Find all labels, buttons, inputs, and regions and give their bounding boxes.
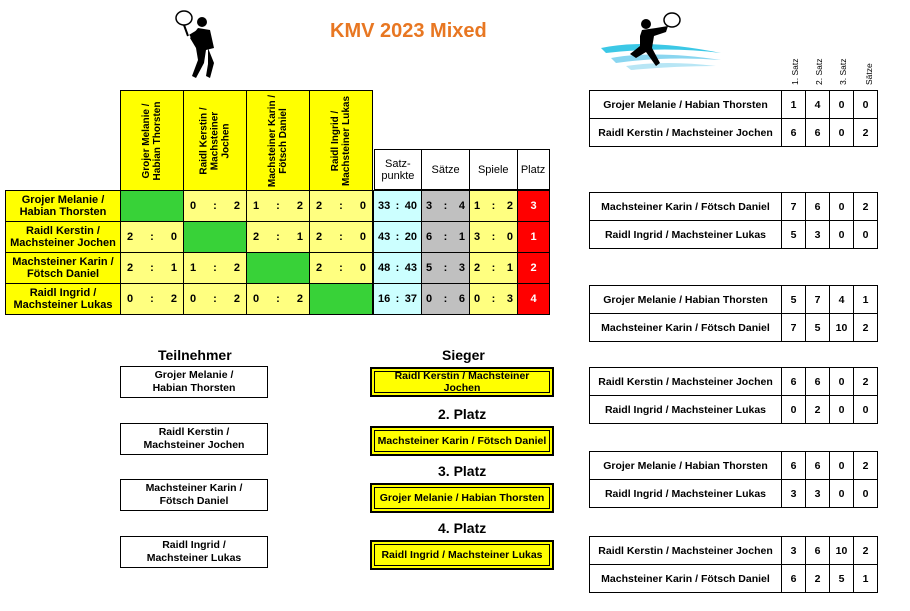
score-cell: 2 : 0	[310, 191, 373, 222]
match-value: 0	[782, 396, 806, 424]
saetze-cell: 5 : 3	[422, 253, 470, 284]
match-table	[589, 451, 878, 508]
rank-label: 3. Platz	[438, 463, 487, 479]
match-team: Grojer Melanie / Habian Thorsten	[590, 452, 782, 480]
row-name: Machsteiner Karin / Fötsch Daniel	[6, 253, 121, 284]
satzpunkte-cell: 16 : 37	[374, 284, 422, 315]
score-cell: 1 : 2	[247, 191, 310, 222]
rank-team-box: Grojer Melanie / Habian Thorsten	[370, 483, 554, 513]
match-value: 0	[854, 91, 878, 119]
participants-heading: Teilnehmer	[158, 347, 232, 363]
match-value: 4	[830, 286, 854, 314]
satzpunkte-cell: 48 : 43	[374, 253, 422, 284]
match-team: Machsteiner Karin / Fötsch Daniel	[590, 193, 782, 221]
match-row	[590, 480, 878, 508]
match-table	[589, 536, 878, 593]
match-value: 6	[806, 368, 830, 396]
match-team: Raidl Ingrid / Machsteiner Lukas	[590, 396, 782, 424]
saetze-cell: 6 : 1	[422, 222, 470, 253]
platz-cell: 3	[518, 191, 550, 222]
match-column-header: 2. Satz	[814, 58, 824, 85]
match-value: 2	[854, 119, 878, 147]
score-cell: 0 : 2	[121, 284, 184, 315]
match-value: 5	[782, 221, 806, 249]
match-value: 3	[782, 537, 806, 565]
row-name: Raidl Kerstin / Machsteiner Jochen	[6, 222, 121, 253]
match-team: Machsteiner Karin / Fötsch Daniel	[590, 314, 782, 342]
match-value: 0	[854, 221, 878, 249]
match-value: 10	[830, 537, 854, 565]
rank-team-box: Raidl Ingrid / Machsteiner Lukas	[370, 540, 554, 570]
match-column-header: 1. Satz	[790, 58, 800, 85]
rank-team-box: Raidl Kerstin / Machsteiner Jochen	[370, 367, 554, 397]
match-value: 3	[806, 480, 830, 508]
spiele-cell: 1 : 2	[470, 191, 518, 222]
match-team: Raidl Kerstin / Machsteiner Jochen	[590, 537, 782, 565]
rank-label: Sieger	[442, 347, 485, 363]
match-value: 6	[806, 119, 830, 147]
match-value: 7	[782, 314, 806, 342]
match-value: 3	[782, 480, 806, 508]
match-value: 0	[830, 396, 854, 424]
own-match-cell	[310, 284, 373, 315]
match-row	[590, 221, 878, 249]
match-value: 2	[854, 537, 878, 565]
cross-row	[6, 253, 550, 284]
match-value: 4	[806, 91, 830, 119]
rank-label: 2. Platz	[438, 406, 487, 422]
match-value: 2	[854, 314, 878, 342]
match-column-header: 3. Satz	[838, 58, 848, 85]
column-header: Machsteiner Karin / Fötsch Daniel	[247, 91, 310, 191]
match-value: 6	[782, 565, 806, 593]
participant-box: Raidl Kerstin / Machsteiner Jochen	[120, 423, 268, 455]
platz-cell: 2	[518, 253, 550, 284]
cross-row	[6, 222, 550, 253]
match-value: 1	[854, 565, 878, 593]
match-value: 0	[830, 91, 854, 119]
own-match-cell	[184, 222, 247, 253]
match-table	[589, 90, 878, 147]
match-value: 2	[854, 193, 878, 221]
match-table	[589, 192, 878, 249]
column-header: Raidl Ingrid / Machsteiner Lukas	[310, 91, 373, 191]
match-team: Grojer Melanie / Habian Thorsten	[590, 286, 782, 314]
own-match-cell	[247, 253, 310, 284]
match-row	[590, 368, 878, 396]
match-table	[589, 285, 878, 342]
row-name: Raidl Ingrid / Machsteiner Lukas	[6, 284, 121, 315]
score-cell: 2 : 0	[310, 253, 373, 284]
match-team: Raidl Ingrid / Machsteiner Lukas	[590, 221, 782, 249]
match-value: 7	[806, 286, 830, 314]
score-cell: 2 : 0	[121, 222, 184, 253]
spiele-cell: 3 : 0	[470, 222, 518, 253]
match-value: 0	[830, 221, 854, 249]
match-value: 2	[854, 368, 878, 396]
match-value: 5	[806, 314, 830, 342]
match-team: Machsteiner Karin / Fötsch Daniel	[590, 565, 782, 593]
match-team: Raidl Ingrid / Machsteiner Lukas	[590, 480, 782, 508]
cross-table	[5, 90, 550, 315]
platz-cell: 1	[518, 222, 550, 253]
cross-row	[6, 284, 550, 315]
column-header: Grojer Melanie / Habian Thorsten	[121, 91, 184, 191]
match-value: 7	[782, 193, 806, 221]
match-value: 0	[830, 480, 854, 508]
match-value: 0	[830, 119, 854, 147]
match-value: 6	[782, 119, 806, 147]
match-value: 6	[782, 368, 806, 396]
satzpunkte-header: Satz-punkte	[374, 150, 422, 190]
spiele-header: Spiele	[469, 150, 517, 190]
saetze-cell: 3 : 4	[422, 191, 470, 222]
match-value: 0	[854, 396, 878, 424]
match-row	[590, 119, 878, 147]
rank-label: 4. Platz	[438, 520, 487, 536]
tennis-player-right-icon	[596, 8, 726, 78]
match-value: 0	[830, 368, 854, 396]
match-team: Grojer Melanie / Habian Thorsten	[590, 91, 782, 119]
spiele-cell: 0 : 3	[470, 284, 518, 315]
score-cell: 2 : 0	[310, 222, 373, 253]
score-cell: 0 : 2	[184, 284, 247, 315]
platz-cell: 4	[518, 284, 550, 315]
score-cell: 0 : 2	[184, 191, 247, 222]
cross-row	[6, 191, 550, 222]
participant-box: Machsteiner Karin / Fötsch Daniel	[120, 479, 268, 511]
score-cell: 1 : 2	[184, 253, 247, 284]
match-value: 2	[854, 452, 878, 480]
match-value: 2	[806, 396, 830, 424]
match-team: Raidl Kerstin / Machsteiner Jochen	[590, 368, 782, 396]
match-value: 0	[854, 480, 878, 508]
row-name: Grojer Melanie / Habian Thorsten	[6, 191, 121, 222]
match-row	[590, 537, 878, 565]
match-value: 2	[806, 565, 830, 593]
column-header: Raidl Kerstin / Machsteiner Jochen	[184, 91, 247, 191]
match-value: 6	[806, 193, 830, 221]
platz-header: Platz	[517, 150, 549, 190]
match-value: 1	[854, 286, 878, 314]
saetze-header: Sätze	[422, 150, 470, 190]
satzpunkte-cell: 43 : 20	[374, 222, 422, 253]
match-row	[590, 396, 878, 424]
match-row	[590, 286, 878, 314]
score-cell: 2 : 1	[247, 222, 310, 253]
participant-box: Grojer Melanie / Habian Thorsten	[120, 366, 268, 398]
match-column-header: Sätze	[864, 63, 874, 85]
match-table	[589, 367, 878, 424]
match-value: 6	[806, 452, 830, 480]
match-value: 5	[830, 565, 854, 593]
own-match-cell	[121, 191, 184, 222]
match-row	[590, 565, 878, 593]
match-value: 6	[782, 452, 806, 480]
satzpunkte-cell: 33 : 40	[374, 191, 422, 222]
match-team: Raidl Kerstin / Machsteiner Jochen	[590, 119, 782, 147]
page-title: KMV 2023 Mixed	[330, 20, 487, 42]
match-value: 1	[782, 91, 806, 119]
match-row	[590, 314, 878, 342]
match-value: 0	[830, 193, 854, 221]
match-value: 6	[806, 537, 830, 565]
match-row	[590, 193, 878, 221]
match-row	[590, 452, 878, 480]
match-row	[590, 91, 878, 119]
score-cell: 2 : 1	[121, 253, 184, 284]
score-cell: 0 : 2	[247, 284, 310, 315]
spiele-cell: 2 : 1	[470, 253, 518, 284]
match-value: 5	[782, 286, 806, 314]
match-value: 0	[830, 452, 854, 480]
participant-box: Raidl Ingrid / Machsteiner Lukas	[120, 536, 268, 568]
rank-team-box: Machsteiner Karin / Fötsch Daniel	[370, 426, 554, 456]
match-value: 3	[806, 221, 830, 249]
tennis-player-left-icon	[170, 8, 230, 83]
saetze-cell: 0 : 6	[422, 284, 470, 315]
match-value: 10	[830, 314, 854, 342]
